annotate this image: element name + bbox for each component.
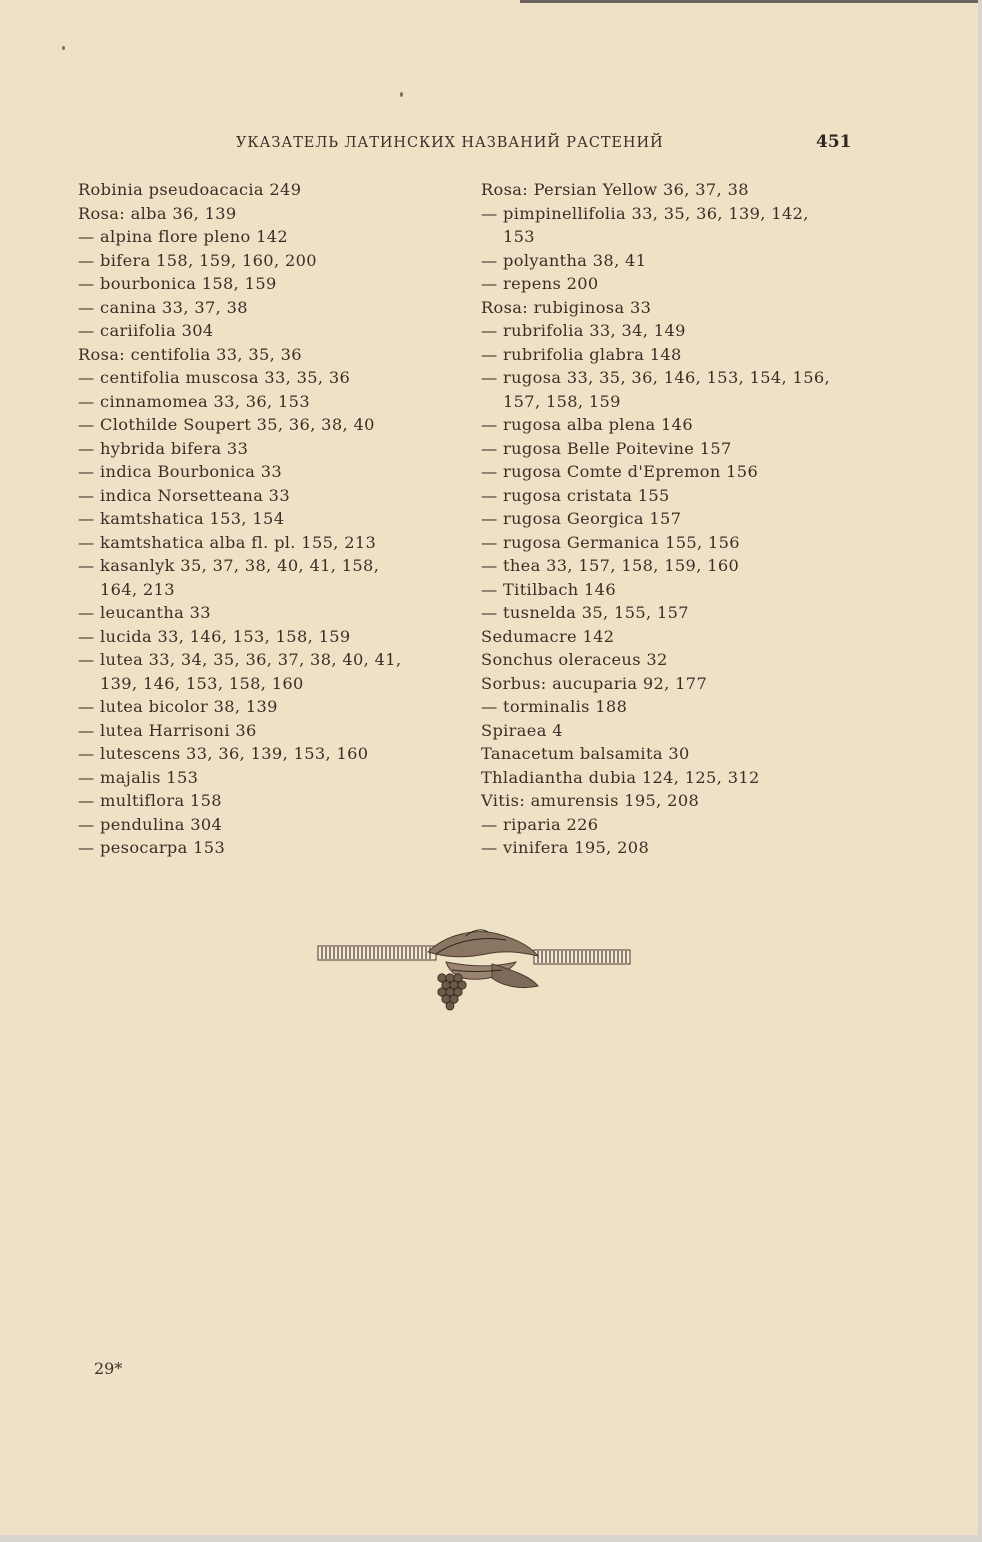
page-edge-top bbox=[520, 0, 982, 3]
index-entry: — lutescens 33, 36, 139, 153, 160 bbox=[78, 744, 369, 763]
index-entry: — kasanlyk 35, 37, 38, 40, 41, 158, bbox=[78, 556, 380, 575]
index-entry: Vitis: amurensis 195, 208 bbox=[481, 791, 700, 810]
index-entry: — rugosa 33, 35, 36, 146, 153, 154, 156, bbox=[481, 368, 830, 387]
index-entry: — cariifolia 304 bbox=[78, 321, 214, 340]
index-entry: — Titilbach 146 bbox=[481, 579, 616, 599]
index-entry: — rubrifolia glabra 148 bbox=[481, 344, 682, 364]
index-entry: — canina 33, 37, 38 bbox=[78, 297, 248, 317]
index-entry: Rosa: centifolia 33, 35, 36 bbox=[78, 344, 302, 364]
index-entry: Sorbus: aucuparia 92, 177 bbox=[481, 673, 708, 693]
index-entry: Rosa: alba 36, 139 bbox=[78, 203, 237, 223]
index-entry: — rugosa cristata 155 bbox=[481, 485, 670, 505]
index-entry: — majalis 153 bbox=[78, 767, 199, 787]
index-entry: — indica Norsetteana 33 bbox=[78, 485, 290, 505]
index-entry: — tusnelda 35, 155, 157 bbox=[481, 603, 689, 622]
index-entry: Robinia pseudoacacia 249 bbox=[78, 180, 302, 199]
index-entry: — rugosa Georgica 157 bbox=[481, 509, 682, 528]
index-entry: — Clothilde Soupert 35, 36, 38, 40 bbox=[78, 415, 375, 434]
index-entry: — rubrifolia 33, 34, 149 bbox=[481, 321, 686, 340]
index-entry: — cinnamomea 33, 36, 153 bbox=[78, 391, 310, 411]
index-entry: Rosa: rubiginosa 33 bbox=[481, 297, 652, 317]
index-entry: Sedumacre 142 bbox=[481, 626, 615, 646]
index-entry: — rugosa Belle Poitevine 157 bbox=[481, 438, 732, 458]
index-column-left bbox=[78, 178, 468, 860]
index-entry: — multiflora 158 bbox=[78, 791, 222, 810]
signature-mark: 29* bbox=[94, 1359, 123, 1378]
index-entry: — rugosa alba plena 146 bbox=[481, 415, 693, 434]
paper-speck bbox=[62, 46, 65, 50]
index-entry: — leucantha 33 bbox=[78, 603, 211, 622]
index-entry: — rugosa Comte d'Epremon 156 bbox=[481, 462, 759, 481]
index-entry: Thladiantha dubia 124, 125, 312 bbox=[481, 767, 760, 787]
running-head bbox=[0, 132, 960, 156]
grapevine-ornament-icon bbox=[316, 926, 632, 1012]
index-entry: — kamtshatica 153, 154 bbox=[78, 509, 285, 528]
paper-speck bbox=[400, 92, 403, 97]
index-entry: — rugosa Germanica 155, 156 bbox=[481, 532, 740, 552]
index-entry: — torminalis 188 bbox=[481, 697, 628, 716]
index-entry-continuation: 157, 158, 159 bbox=[503, 391, 621, 411]
index-entry: — lucida 33, 146, 153, 158, 159 bbox=[78, 626, 351, 646]
index-entry: — vinifera 195, 208 bbox=[481, 838, 650, 857]
index-entry: — thea 33, 157, 158, 159, 160 bbox=[481, 556, 740, 575]
index-entry: — pendulina 304 bbox=[78, 814, 223, 834]
index-entry: — lutea Harrisoni 36 bbox=[78, 720, 257, 740]
index-entry: — pimpinellifolia 33, 35, 36, 139, 142, bbox=[481, 203, 809, 223]
index-entry: — polyantha 38, 41 bbox=[481, 250, 647, 270]
index-entry-continuation: 139, 146, 153, 158, 160 bbox=[100, 673, 304, 693]
index-entry: — riparia 226 bbox=[481, 814, 599, 834]
index-entry: — bifera 158, 159, 160, 200 bbox=[78, 250, 317, 270]
index-entry: — lutea bicolor 38, 139 bbox=[78, 697, 278, 716]
index-entry: — hybrida bifera 33 bbox=[78, 438, 249, 458]
index-entry: Rosa: Persian Yellow 36, 37, 38 bbox=[481, 180, 749, 199]
index-column-right bbox=[481, 178, 871, 860]
page-edge-bottom bbox=[0, 1535, 982, 1542]
index-entry: — alpina flore pleno 142 bbox=[78, 227, 289, 246]
page-number: 451 bbox=[816, 132, 852, 152]
index-entry: — indica Bourbonica 33 bbox=[78, 462, 283, 481]
index-entry-continuation: 164, 213 bbox=[100, 579, 175, 599]
index-entry: — centifolia muscosa 33, 35, 36 bbox=[78, 368, 351, 387]
index-entry: — kamtshatica alba fl. pl. 155, 213 bbox=[78, 532, 377, 552]
index-entry: — repens 200 bbox=[481, 274, 599, 293]
index-entry: Spiraea 4 bbox=[481, 720, 563, 740]
index-entry: Tanacetum balsamita 30 bbox=[481, 744, 690, 763]
index-entry-continuation: 153 bbox=[503, 227, 535, 246]
page-edge-right bbox=[978, 0, 982, 1542]
index-entry: — pesocarpa 153 bbox=[78, 838, 226, 857]
index-entry: — bourbonica 158, 159 bbox=[78, 274, 277, 293]
index-entry: — lutea 33, 34, 35, 36, 37, 38, 40, 41, bbox=[78, 650, 402, 669]
index-entry: Sonchus oleraceus 32 bbox=[481, 650, 668, 669]
page-title: УКАЗАТЕЛЬ ЛАТИНСКИХ НАЗВАНИЙ РАСТЕНИЙ bbox=[236, 135, 664, 151]
